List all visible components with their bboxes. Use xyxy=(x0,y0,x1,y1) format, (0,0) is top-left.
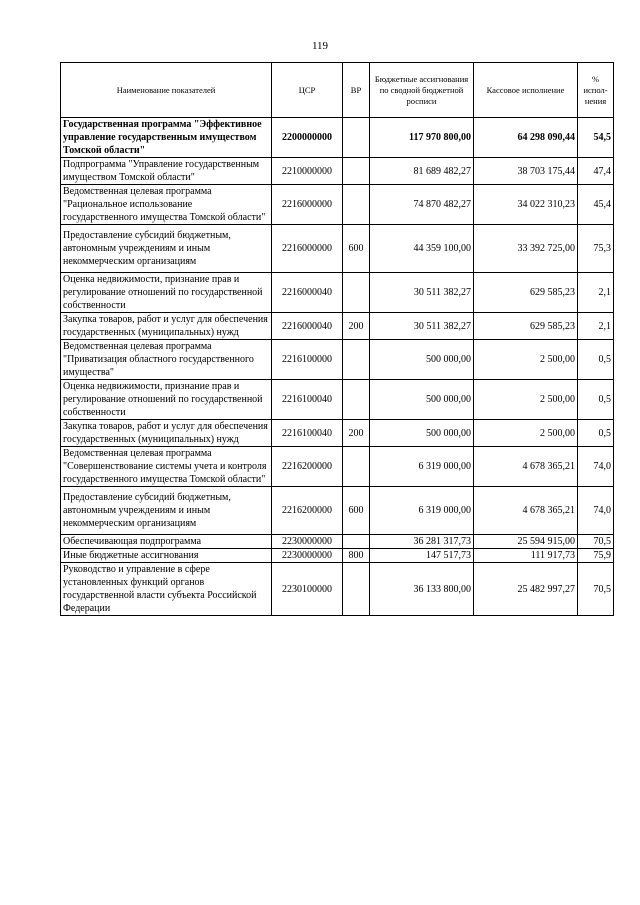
cell-cash: 4 678 365,21 xyxy=(474,447,578,487)
table-row xyxy=(61,185,614,225)
cell-cash: 64 298 090,44 xyxy=(474,118,578,158)
cell-cash: 2 500,00 xyxy=(474,380,578,420)
cell-name: Государственная программа "Эффективное управление государственным имуществом Томской области" xyxy=(61,118,272,158)
cell-cash: 629 585,23 xyxy=(474,273,578,313)
cell-vr: 200 xyxy=(343,420,370,447)
cell-vr: 800 xyxy=(343,549,370,563)
table-row xyxy=(61,563,614,616)
cell-name: Предоставление субсидий бюджетным, автономным учреждениям и иным некоммерческим организациям xyxy=(61,487,272,535)
header-budget: Бюджетные ассигнования по сводной бюджетной росписи xyxy=(370,63,474,118)
cell-name: Оценка недвижимости, признание прав и регулирование отношений по государственной собственности xyxy=(61,273,272,313)
cell-vr: 200 xyxy=(343,313,370,340)
cell-csr: 2216100040 xyxy=(272,420,343,447)
cell-csr: 2216000040 xyxy=(272,273,343,313)
cell-cash: 2 500,00 xyxy=(474,340,578,380)
cell-cash: 111 917,73 xyxy=(474,549,578,563)
cell-csr: 2216000000 xyxy=(272,185,343,225)
cell-pct: 47,4 xyxy=(578,158,614,185)
table-row xyxy=(61,549,614,563)
table-row xyxy=(61,225,614,273)
cell-cash: 38 703 175,44 xyxy=(474,158,578,185)
cell-name: Обеспечивающая подпрограмма xyxy=(61,535,272,549)
cell-cash: 33 392 725,00 xyxy=(474,225,578,273)
cell-cash: 4 678 365,21 xyxy=(474,487,578,535)
cell-pct: 75,9 xyxy=(578,549,614,563)
cell-pct: 70,5 xyxy=(578,535,614,549)
cell-cash: 34 022 310,23 xyxy=(474,185,578,225)
cell-budget: 6 319 000,00 xyxy=(370,447,474,487)
page-number: 119 xyxy=(311,40,329,52)
cell-csr: 2216200000 xyxy=(272,487,343,535)
cell-csr: 2230000000 xyxy=(272,549,343,563)
cell-csr: 2216000000 xyxy=(272,225,343,273)
cell-vr xyxy=(343,185,370,225)
cell-name: Закупка товаров, работ и услуг для обеспечения государственных (муниципальных) нужд xyxy=(61,420,272,447)
cell-budget: 36 281 317,73 xyxy=(370,535,474,549)
cell-cash: 2 500,00 xyxy=(474,420,578,447)
cell-csr: 2230100000 xyxy=(272,563,343,616)
cell-budget: 500 000,00 xyxy=(370,340,474,380)
header-cash: Кассовое исполнение xyxy=(474,63,578,118)
cell-name: Иные бюджетные ассигнования xyxy=(61,549,272,563)
cell-csr: 2216100000 xyxy=(272,340,343,380)
cell-name: Предоставление субсидий бюджетным, автономным учреждениям и иным некоммерческим организациям xyxy=(61,225,272,273)
header-name: Наименование показателей xyxy=(61,63,272,118)
cell-pct: 2,1 xyxy=(578,313,614,340)
cell-csr: 2216200000 xyxy=(272,447,343,487)
table-row xyxy=(61,447,614,487)
cell-vr xyxy=(343,158,370,185)
cell-budget: 6 319 000,00 xyxy=(370,487,474,535)
cell-pct: 70,5 xyxy=(578,563,614,616)
cell-budget: 147 517,73 xyxy=(370,549,474,563)
table-row xyxy=(61,118,614,158)
cell-budget: 500 000,00 xyxy=(370,420,474,447)
cell-csr: 2216100040 xyxy=(272,380,343,420)
cell-budget: 30 511 382,27 xyxy=(370,273,474,313)
cell-pct: 74,0 xyxy=(578,447,614,487)
cell-pct: 75,3 xyxy=(578,225,614,273)
table-row xyxy=(61,158,614,185)
table-row xyxy=(61,313,614,340)
cell-csr: 2210000000 xyxy=(272,158,343,185)
cell-pct: 45,4 xyxy=(578,185,614,225)
cell-budget: 500 000,00 xyxy=(370,380,474,420)
cell-budget: 117 970 800,00 xyxy=(370,118,474,158)
cell-pct: 2,1 xyxy=(578,273,614,313)
table-row xyxy=(61,340,614,380)
cell-cash: 25 594 915,00 xyxy=(474,535,578,549)
cell-pct: 0,5 xyxy=(578,380,614,420)
cell-cash: 25 482 997,27 xyxy=(474,563,578,616)
cell-budget: 74 870 482,27 xyxy=(370,185,474,225)
header-csr: ЦСР xyxy=(272,63,343,118)
cell-vr xyxy=(343,447,370,487)
cell-pct: 74,0 xyxy=(578,487,614,535)
cell-pct: 0,5 xyxy=(578,420,614,447)
cell-budget: 81 689 482,27 xyxy=(370,158,474,185)
cell-name: Руководство и управление в сфере установленных функций органов государственной власти субъекта Российской Федерации xyxy=(61,563,272,616)
cell-vr xyxy=(343,118,370,158)
cell-csr: 2230000000 xyxy=(272,535,343,549)
cell-vr xyxy=(343,535,370,549)
cell-budget: 36 133 800,00 xyxy=(370,563,474,616)
cell-pct: 0,5 xyxy=(578,340,614,380)
cell-name: Ведомственная целевая программа "Совершенствование системы учета и контроля государственного имущества Томской области" xyxy=(61,447,272,487)
cell-csr: 2200000000 xyxy=(272,118,343,158)
table-row xyxy=(61,273,614,313)
table-header-row xyxy=(61,63,614,118)
header-vr: ВР xyxy=(343,63,370,118)
header-pct: % испол-нения xyxy=(578,63,614,118)
cell-pct: 54,5 xyxy=(578,118,614,158)
table-row xyxy=(61,487,614,535)
cell-budget: 44 359 100,00 xyxy=(370,225,474,273)
table-row xyxy=(61,535,614,549)
cell-cash: 629 585,23 xyxy=(474,313,578,340)
table-row xyxy=(61,420,614,447)
cell-name: Подпрограмма "Управление государственным имуществом Томской области" xyxy=(61,158,272,185)
cell-vr: 600 xyxy=(343,225,370,273)
cell-vr xyxy=(343,340,370,380)
cell-vr xyxy=(343,273,370,313)
cell-budget: 30 511 382,27 xyxy=(370,313,474,340)
table-row xyxy=(61,380,614,420)
cell-name: Закупка товаров, работ и услуг для обеспечения государственных (муниципальных) нужд xyxy=(61,313,272,340)
cell-name: Ведомственная целевая программа "Приватизация областного государственного имущества" xyxy=(61,340,272,380)
cell-vr: 600 xyxy=(343,487,370,535)
cell-name: Оценка недвижимости, признание прав и регулирование отношений по государственной собственности xyxy=(61,380,272,420)
cell-vr xyxy=(343,563,370,616)
cell-name: Ведомственная целевая программа "Рациональное использование государственного имущества Томской области" xyxy=(61,185,272,225)
cell-vr xyxy=(343,380,370,420)
cell-csr: 2216000040 xyxy=(272,313,343,340)
budget-execution-table xyxy=(60,62,614,616)
